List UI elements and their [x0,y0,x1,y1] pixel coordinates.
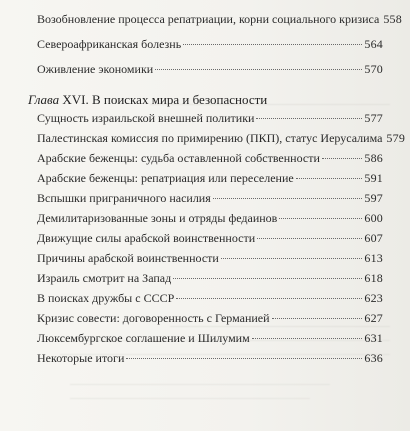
toc-entry-page: 607 [364,231,383,245]
toc-entry-page: 597 [364,191,383,205]
toc-entry[interactable] [37,229,383,247]
toc-entry[interactable] [37,169,383,187]
toc-entry-page: 627 [364,311,383,325]
toc-entry-title: Оживление экономики [37,62,154,76]
leader-dots [279,218,362,219]
toc-entry-title: Израиль смотрит на Запад [37,271,172,285]
chapter-label: Глава [28,92,60,107]
toc-entry-title: Возобновление процесса репатриации, корни социального кризиса [37,12,380,26]
leader-dots [296,178,363,179]
toc-entry[interactable] [37,35,383,53]
toc-entry-title: Движущие силы арабской воинственности [37,231,256,245]
toc-entry[interactable] [37,309,383,327]
toc-entry-title: Некоторые итоги [37,351,125,365]
toc-entry[interactable] [37,109,383,127]
toc-entry-page: 613 [364,251,383,265]
toc-entry[interactable] [37,60,383,78]
toc-entry-page: 600 [364,211,383,225]
toc-entry[interactable] [37,329,383,347]
leader-dots [256,118,362,119]
toc-entry[interactable] [37,349,383,367]
toc-entry-title: Арабские беженцы: репатриация или переселение [37,171,294,185]
chapter-heading[interactable] [28,91,267,109]
toc-entry[interactable] [37,129,406,147]
toc-entry[interactable] [37,249,383,267]
toc-entry-title: Арабские беженцы: судьба оставленной собственности [37,151,320,165]
bleed-through-line [70,398,310,399]
toc-entry-title: Причины арабской воинственности [37,251,219,265]
toc-entry-page: 586 [364,151,383,165]
toc-entry[interactable] [37,209,383,227]
toc-entry-title: Палестинская комиссия по примирению (ПКП), статус Иерусалима [37,131,383,145]
toc-entry[interactable] [37,289,383,307]
toc-entry-title: Вспышки приграничного насилия [37,191,211,205]
toc-entry-title: Демилитаризованные зоны и отряды федаинов [37,211,278,225]
bleed-through-line [70,384,330,385]
leader-dots [213,198,363,199]
leader-dots [176,298,362,299]
toc-entry-page: 623 [364,291,383,305]
toc-entry-page: 591 [364,171,383,185]
leader-dots [322,158,363,159]
toc-entry-title: Североафриканская болезнь [37,37,182,51]
leader-dots [183,44,362,45]
toc-entry[interactable] [37,149,383,167]
chapter-title: В поисках мира и безопасности [91,92,268,107]
toc-entry-title: Люксембургское соглашение и Шилумим [37,331,250,345]
toc-entry-page: 579 [386,131,406,145]
toc-entry-page: 631 [364,331,383,345]
toc-entry[interactable] [37,10,402,28]
toc-entry-page: 636 [364,351,383,365]
leader-dots [173,278,362,279]
leader-dots [252,338,363,339]
toc-entry-page: 577 [364,111,383,125]
toc-entry[interactable] [37,189,383,207]
leader-dots [155,69,362,70]
toc-entry-title: Кризис совести: договоренность с Германией [37,311,270,325]
leader-dots [257,238,362,239]
leader-dots [272,318,363,319]
leader-dots [126,358,362,359]
toc-entry-page: 570 [364,62,383,76]
leader-dots [221,258,363,259]
toc-entry-title: В поисках дружбы с СССР [37,291,175,305]
toc-entry-page: 558 [383,12,402,26]
toc-entry[interactable] [37,269,383,287]
toc-entry-page: 564 [364,37,383,51]
toc-entry-page: 618 [364,271,383,285]
chapter-number: XVI. [62,92,89,107]
toc-entry-title: Сущность израильской внешней политики [37,111,255,125]
